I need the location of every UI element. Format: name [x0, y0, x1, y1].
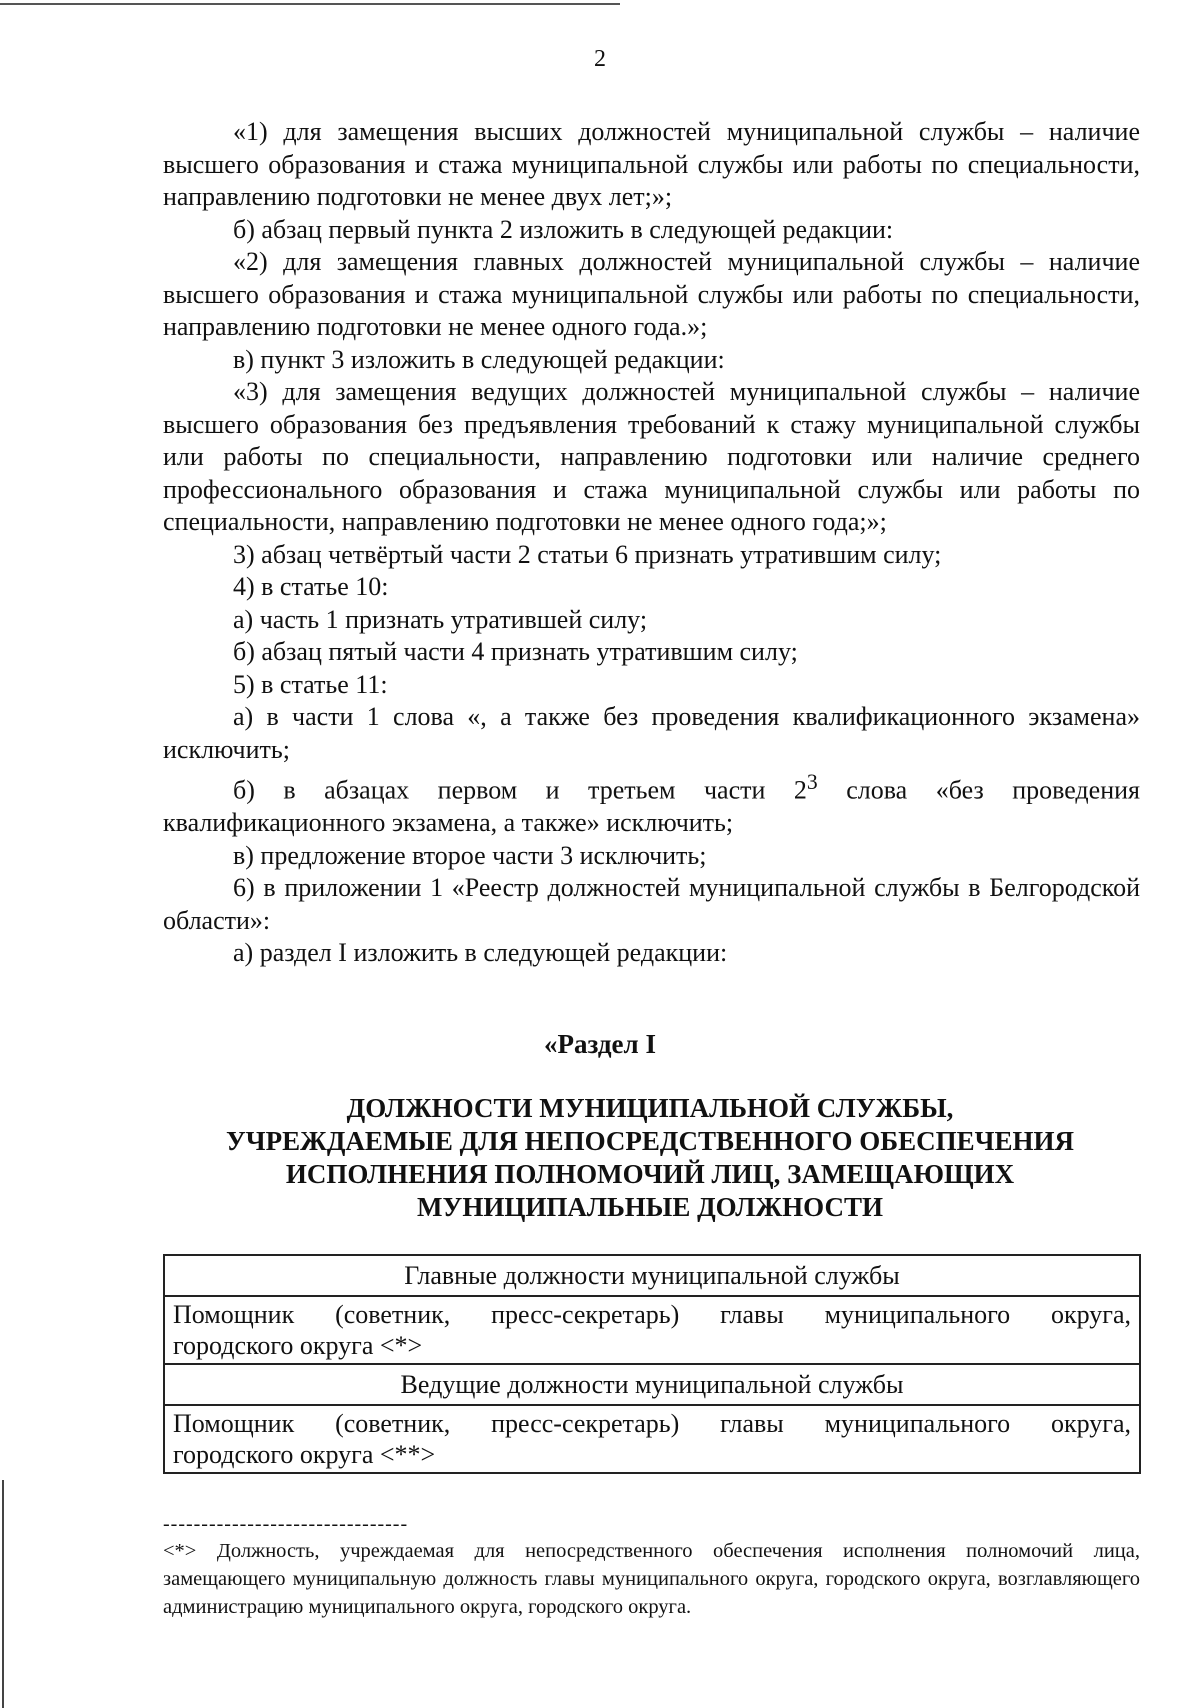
paragraph-2: б) абзац первый пункта 2 изложить в следующей редакции:	[233, 214, 894, 244]
section-heading	[160, 1092, 1140, 1224]
paragraph-11: а) в части 1 слова «, а также без проведения квалификационного экзамена» исключить;	[163, 702, 1140, 764]
positions-table	[163, 1254, 1141, 1474]
paragraph-12-superscript: 3	[806, 770, 818, 794]
table-row-2-line-1: Помощник (советник, пресс-секретарь) главы муниципального округа,	[173, 1409, 1131, 1438]
paragraph-12-before: б) в абзацах первом и третьем части 2	[233, 775, 807, 805]
paragraph-4: в) пункт 3 изложить в следующей редакции:	[233, 344, 725, 374]
paragraph-12-continuation: квалификационного экзамена, а также» исключить;	[163, 808, 734, 838]
top-border-line	[0, 3, 620, 5]
table-group-header-2: Ведущие должности муниципальной службы	[165, 1365, 1139, 1406]
table-row-2	[165, 1406, 1139, 1472]
paragraph-8: а) часть 1 признать утратившей силу;	[233, 604, 648, 634]
paragraph-14: 6) в приложении 1 «Реестр должностей муниципальной службы в Белгородской области»:	[163, 873, 1140, 935]
paragraph-12	[163, 766, 1140, 807]
heading-line-3: ИСПОЛНЕНИЯ ПОЛНОМОЧИЙ ЛИЦ, ЗАМЕЩАЮЩИХ	[285, 1159, 1015, 1189]
table-group-header-1: Главные должности муниципальной службы	[165, 1256, 1139, 1297]
paragraph-15: а) раздел I изложить в следующей редакции:	[233, 938, 728, 968]
paragraph-10: 5) в статье 11:	[233, 669, 388, 699]
footnote: <*> Должность, учреждаемая для непосредственного обеспечения исполнения полномочий лица, замещающего муниципальную должность главы муниципального округа, городского округа, возглавляющего администрацию муниципального округа, городского округа.	[163, 1540, 1140, 1618]
heading-line-2: УЧРЕЖДАЕМЫЕ ДЛЯ НЕПОСРЕДСТВЕННОГО ОБЕСПЕЧЕНИЯ	[225, 1126, 1074, 1156]
footnote-separator: --------------------------------	[163, 1513, 409, 1535]
page-number: 2	[594, 46, 606, 72]
paragraph-7: 4) в статье 10:	[233, 572, 389, 601]
paragraph-3: «2) для замещения главных должностей муниципальной службы – наличие высшего образования и стажа муниципальной службы или работы по специальности, направлению подготовки не менее одного года.»;	[163, 247, 1140, 341]
paragraph-9: б) абзац пятый части 4 признать утратившим силу;	[233, 637, 798, 666]
paragraph-1: «1) для замещения высших должностей муниципальной службы – наличие высшего образования и стажа муниципальной службы или работы по специальности, направлению подготовки не менее двух лет;»;	[163, 117, 1140, 211]
heading-line-4: МУНИЦИПАЛЬНЫЕ ДОЛЖНОСТИ	[417, 1192, 883, 1222]
paragraph-5: «3) для замещения ведущих должностей муниципальной службы – наличие высшего образования без предъявления требований к стажу муниципальной службы или работы по специальности, направлению подготовки или наличие среднего профессионального образования и стажа муниципальной службы или работы по специальности, направлению подготовки не менее одного года;»;	[163, 377, 1140, 536]
table-row-1-line-2: городского округа <*>	[173, 1331, 423, 1360]
section-title: «Раздел I	[544, 1029, 656, 1059]
left-border-line	[2, 1480, 4, 1708]
table-row-2-line-2: городского округа <**>	[173, 1440, 436, 1469]
paragraph-13: в) предложение второе части 3 исключить;	[233, 840, 707, 870]
paragraph-6: 3) абзац четвёртый части 2 статьи 6 признать утратившим силу;	[233, 539, 942, 569]
heading-line-1: ДОЛЖНОСТИ МУНИЦИПАЛЬНОЙ СЛУЖБЫ,	[346, 1093, 954, 1123]
document-body	[163, 116, 1140, 970]
table-row-1	[165, 1297, 1139, 1365]
paragraph-12-after: слова «без проведения	[817, 775, 1140, 805]
table-row-1-line-1: Помощник (советник, пресс-секретарь) главы муниципального округа,	[173, 1300, 1131, 1329]
